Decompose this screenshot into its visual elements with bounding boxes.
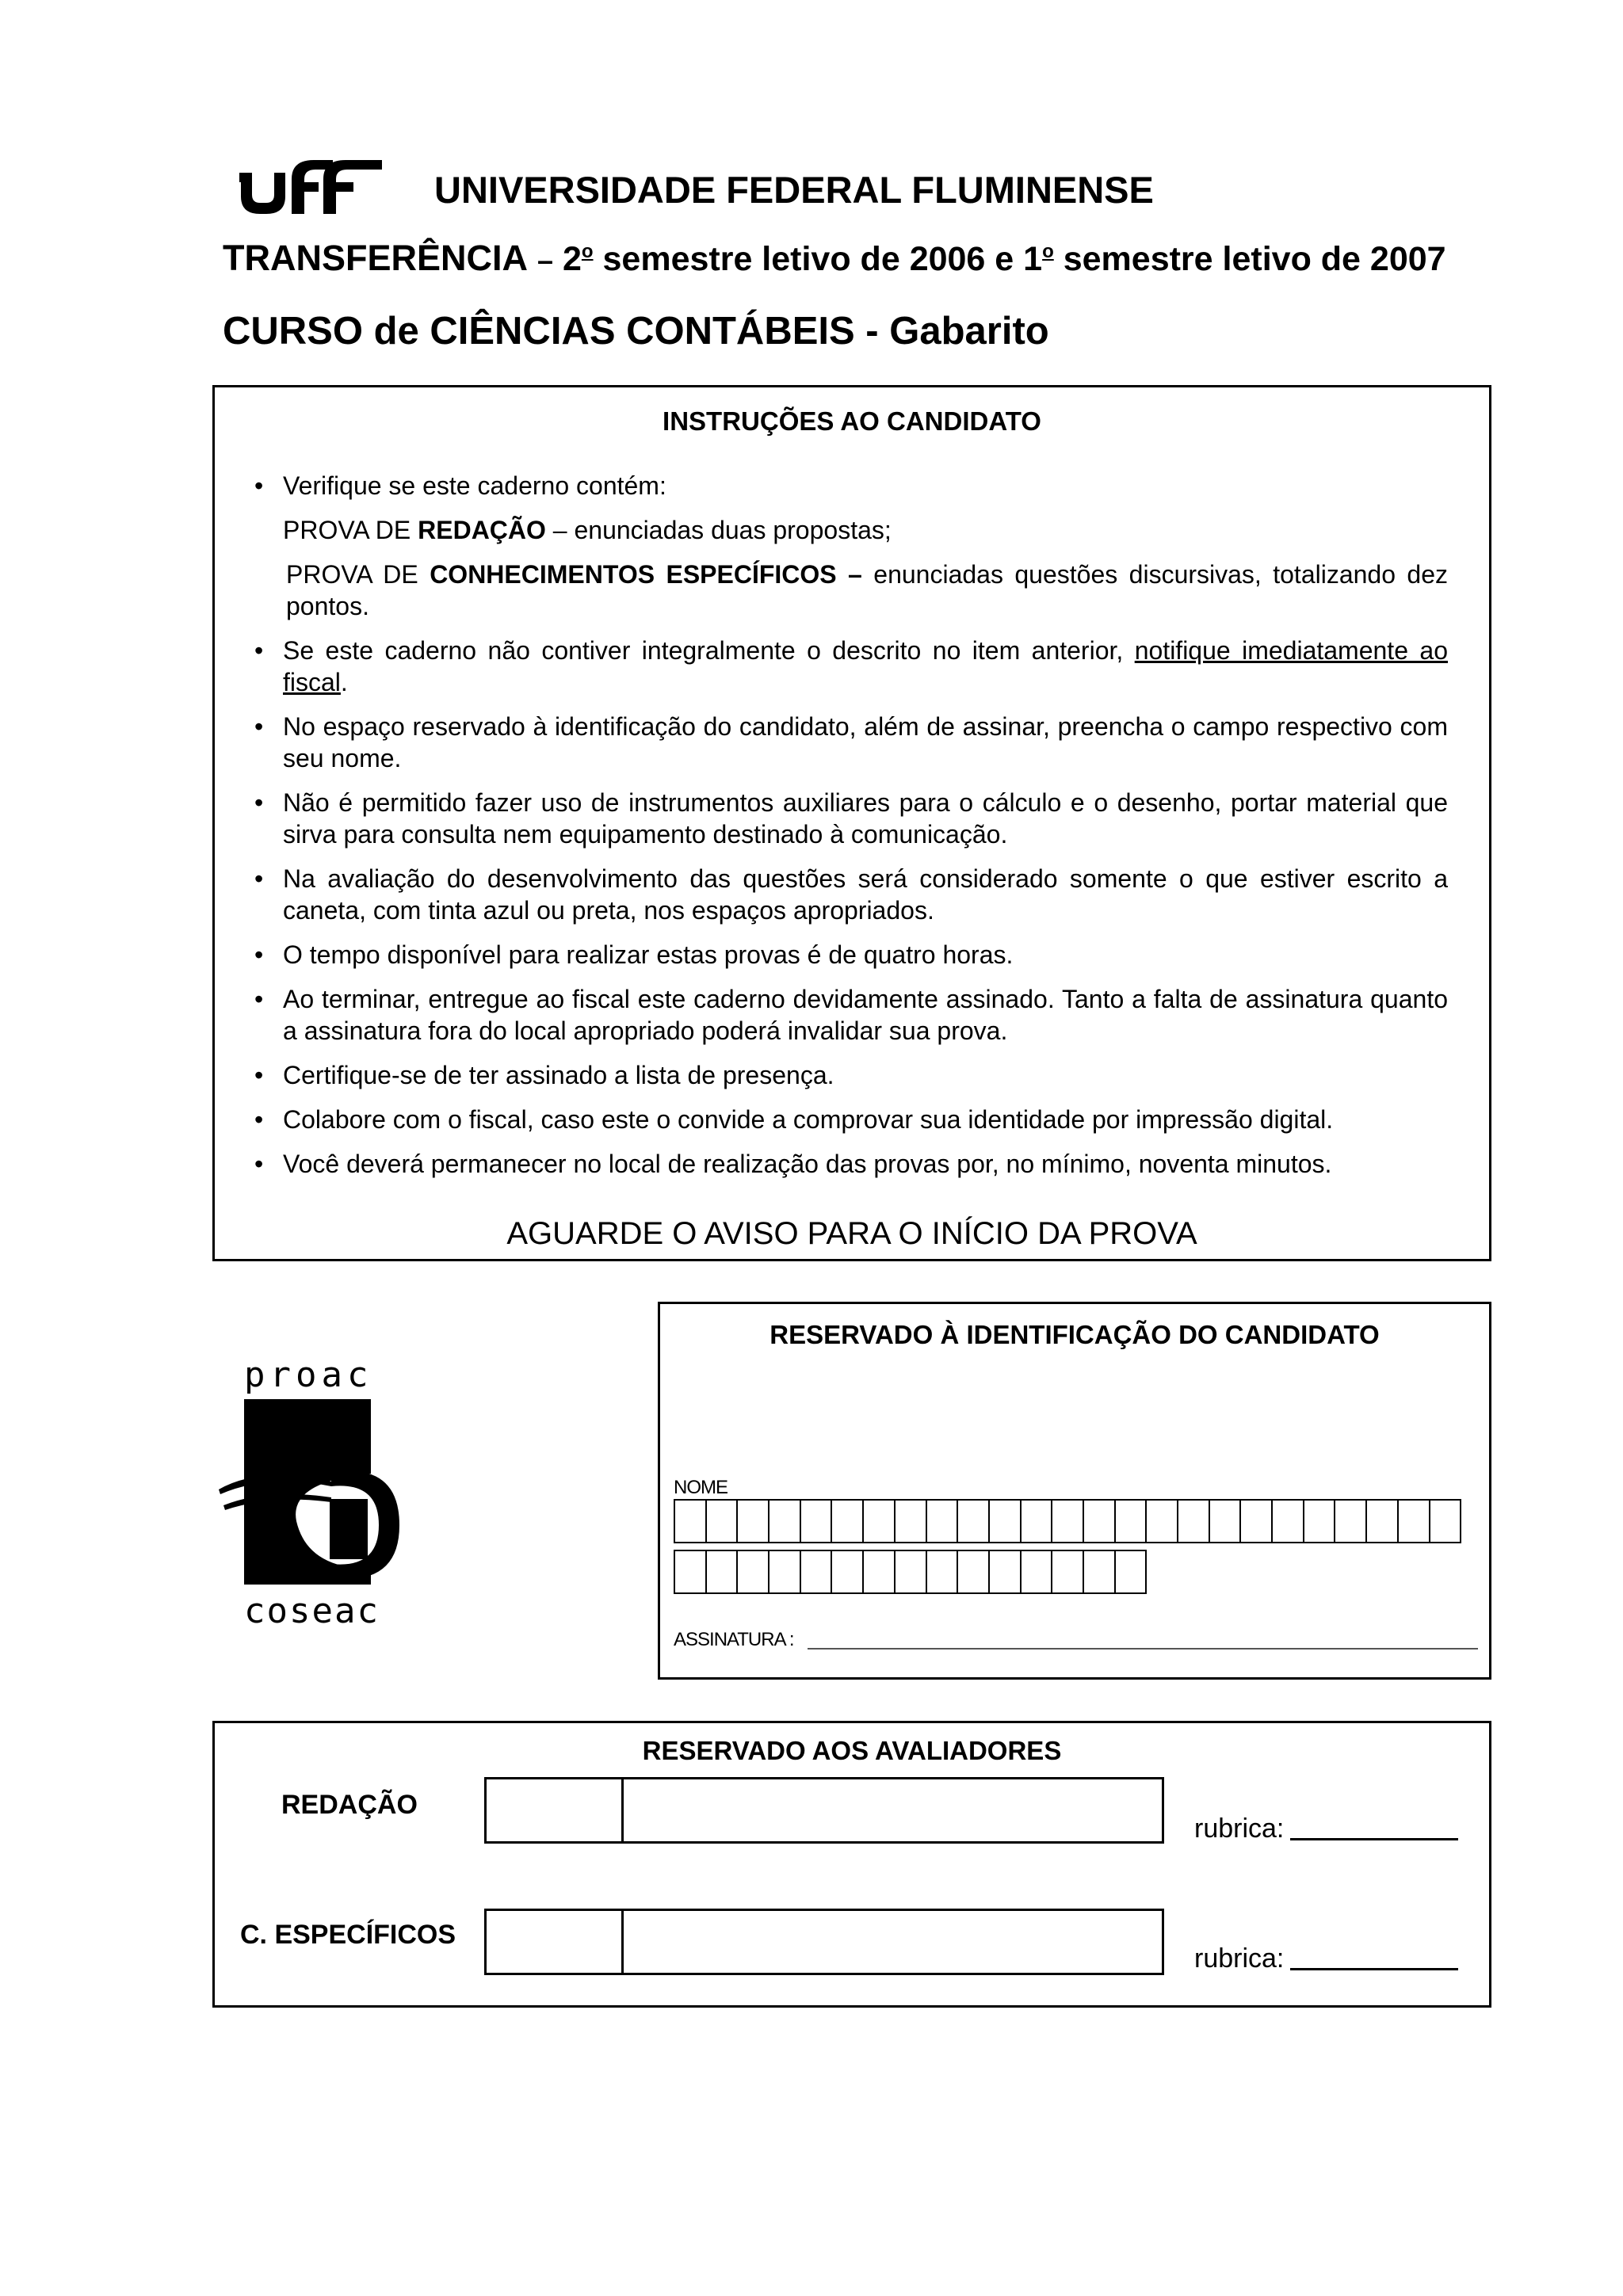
name-cell[interactable] xyxy=(1367,1499,1399,1543)
evaluators-title: RESERVADO AOS AVALIADORES xyxy=(642,1736,1062,1765)
transfer-heading xyxy=(223,238,1446,279)
name-cell[interactable] xyxy=(769,1499,801,1543)
instructions-list xyxy=(254,470,1448,1192)
rubrica-label: rubrica: xyxy=(1194,1814,1285,1844)
instruction-item xyxy=(254,1104,1448,1135)
name-cell[interactable] xyxy=(675,1499,707,1543)
name-cell[interactable] xyxy=(1273,1499,1304,1543)
instruction-text: Você deverá permanecer no local de realização das provas por, no mínimo, noventa minutos. xyxy=(283,1150,1332,1178)
name-cell[interactable] xyxy=(927,1499,959,1543)
rubrica-line[interactable] xyxy=(1290,1838,1458,1840)
bullet: • xyxy=(254,940,264,969)
name-cell[interactable] xyxy=(896,1499,927,1543)
bullet: • xyxy=(254,1105,264,1134)
name-cell[interactable] xyxy=(1116,1499,1148,1543)
instruction-text: Certifique-se de ter assinado a lista de presença. xyxy=(283,1061,834,1089)
proac-coseac-logo xyxy=(212,1355,418,1632)
name-cell[interactable] xyxy=(1335,1499,1367,1543)
especificos-rubrica xyxy=(1194,1943,1458,1974)
name-cells-row-2 xyxy=(674,1550,1147,1594)
transfer-tail: semestre letivo de 2007 xyxy=(1063,240,1446,278)
grade-divider xyxy=(621,1911,624,1973)
name-cell[interactable] xyxy=(675,1550,707,1594)
name-cell[interactable] xyxy=(1210,1499,1242,1543)
instruction-text: Colabore com o fiscal, caso este o convide a comprovar sua identidade por impressão digital. xyxy=(283,1105,1334,1134)
name-cell[interactable] xyxy=(1399,1499,1430,1543)
nome-label: NOME xyxy=(674,1477,727,1498)
instruction-text: O tempo disponível para realizar estas provas é de quatro horas. xyxy=(283,940,1014,969)
bullet: • xyxy=(254,1150,264,1178)
wait-notice: AGUARDE O AVISO PARA O INÍCIO DA PROVA xyxy=(506,1216,1197,1251)
instruction-item xyxy=(254,1059,1448,1091)
name-cell[interactable] xyxy=(707,1499,739,1543)
instruction-text: No espaço reservado à identificação do candidato, além de assinar, preencha o campo respectivo com seu nome. xyxy=(283,712,1448,772)
subline-prefix: PROVA DE xyxy=(283,516,418,544)
name-cell[interactable] xyxy=(801,1550,833,1594)
bullet: • xyxy=(254,985,264,1013)
subline-suffix: – enunciadas duas propostas; xyxy=(545,516,892,544)
name-cell[interactable] xyxy=(1147,1499,1178,1543)
instruction-item xyxy=(254,635,1448,698)
name-cell[interactable] xyxy=(707,1550,739,1594)
name-cell[interactable] xyxy=(1022,1550,1053,1594)
identification-title: RESERVADO À IDENTIFICAÇÃO DO CANDIDATO xyxy=(769,1320,1380,1349)
subline-bold: CONHECIMENTOS ESPECÍFICOS – xyxy=(430,560,862,589)
coseac-text: coseac xyxy=(244,1591,380,1631)
name-cell[interactable] xyxy=(1116,1550,1148,1594)
name-cell[interactable] xyxy=(990,1499,1022,1543)
ordinal-2: o xyxy=(1042,241,1054,262)
subline-bold: REDAÇÃO xyxy=(418,516,546,544)
name-cell[interactable] xyxy=(958,1499,990,1543)
instruction-item xyxy=(254,787,1448,850)
especificos-grade-field[interactable] xyxy=(484,1909,1164,1975)
name-cell[interactable] xyxy=(1084,1550,1116,1594)
name-cell[interactable] xyxy=(990,1550,1022,1594)
candidate-identification-box xyxy=(658,1302,1491,1680)
course-title: CURSO de CIÊNCIAS CONTÁBEIS - Gabarito xyxy=(223,310,1049,353)
bullet: • xyxy=(254,788,264,817)
instruction-item xyxy=(254,711,1448,774)
bullet: • xyxy=(254,712,264,741)
subline-suffix: enunciadas questões discursivas, totalizando dez pontos. xyxy=(286,560,1449,620)
instruction-item xyxy=(254,1148,1448,1180)
name-cell[interactable] xyxy=(1022,1499,1053,1543)
transfer-word: TRANSFERÊNCIA xyxy=(223,238,529,278)
signature-label: ASSINATURA : xyxy=(674,1629,794,1650)
evaluators-box xyxy=(212,1721,1491,2008)
bullet: • xyxy=(254,1061,264,1089)
signature-line[interactable] xyxy=(808,1648,1478,1650)
name-cells-row-1 xyxy=(674,1499,1461,1543)
transfer-mid: semestre letivo de 2006 e xyxy=(602,240,1014,278)
name-cell[interactable] xyxy=(1052,1499,1084,1543)
instruction-text-end: . xyxy=(340,668,348,696)
instruction-item xyxy=(254,983,1448,1047)
transfer-dash: – xyxy=(537,244,553,277)
name-cell[interactable] xyxy=(832,1550,864,1594)
name-cell[interactable] xyxy=(1084,1499,1116,1543)
instruction-item xyxy=(254,939,1448,971)
name-cell[interactable] xyxy=(1304,1499,1336,1543)
name-cell[interactable] xyxy=(1052,1550,1084,1594)
name-cell[interactable] xyxy=(1178,1499,1210,1543)
instruction-text: Se este caderno não contiver integralmente o descrito no item anterior, xyxy=(283,636,1135,665)
ordinal-1: o xyxy=(581,241,594,262)
name-cell[interactable] xyxy=(864,1550,896,1594)
redacao-grade-field[interactable] xyxy=(484,1777,1164,1844)
uff-logo-text: uff xyxy=(235,155,236,156)
name-cell[interactable] xyxy=(801,1499,833,1543)
name-cell[interactable] xyxy=(927,1550,959,1594)
bullet: • xyxy=(254,864,264,893)
instruction-item xyxy=(254,470,1448,622)
name-cell[interactable] xyxy=(832,1499,864,1543)
redacao-label: REDAÇÃO xyxy=(281,1790,418,1820)
name-cell[interactable] xyxy=(958,1550,990,1594)
instruction-underline: notifique imediatamente ao fiscal xyxy=(283,636,1449,696)
instructions-box xyxy=(212,385,1491,1261)
instructions-title: INSTRUÇÕES AO CANDIDATO xyxy=(663,406,1041,436)
instruction-text: Verifique se este caderno contém: xyxy=(283,471,666,500)
instruction-text: Não é permitido fazer uso de instrumentos auxiliares para o cálculo e o desenho, portar material que sirva para consulta nem equipamento destinado à comunicação. xyxy=(283,788,1448,849)
name-cell[interactable] xyxy=(738,1550,769,1594)
instruction-item xyxy=(254,863,1448,926)
name-cell[interactable] xyxy=(1430,1499,1462,1543)
name-cell[interactable] xyxy=(769,1550,801,1594)
name-cell[interactable] xyxy=(864,1499,896,1543)
university-name: UNIVERSIDADE FEDERAL FLUMINENSE xyxy=(434,169,1154,211)
grade-divider xyxy=(621,1779,624,1841)
redacao-rubrica xyxy=(1194,1814,1458,1844)
instruction-text: Ao terminar, entregue ao fiscal este caderno devidamente assinado. Tanto a falta de assinatura quanto a assinatura fora do local apropriado poderá invalidar sua prova. xyxy=(283,985,1448,1045)
rubrica-label: rubrica: xyxy=(1194,1943,1285,1974)
semester-number-2: 1 xyxy=(1023,240,1043,278)
name-cell[interactable] xyxy=(896,1550,927,1594)
proac-text: proac xyxy=(244,1355,373,1395)
bullet: • xyxy=(254,636,264,665)
rubrica-line[interactable] xyxy=(1290,1968,1458,1970)
instruction-text: Na avaliação do desenvolvimento das questões será considerado somente o que estiver escrito a caneta, com tinta azul ou preta, nos espaços apropriados. xyxy=(283,864,1448,925)
name-cell[interactable] xyxy=(1241,1499,1273,1543)
subline-prefix: PROVA DE xyxy=(286,560,430,589)
uff-logo xyxy=(235,155,385,219)
bullet: • xyxy=(254,471,264,500)
instruction-subline xyxy=(283,559,1448,622)
instruction-subline xyxy=(283,514,1448,546)
semester-number-1: 2 xyxy=(562,240,582,278)
especificos-label: C. ESPECÍFICOS xyxy=(240,1920,456,1950)
name-cell[interactable] xyxy=(738,1499,769,1543)
